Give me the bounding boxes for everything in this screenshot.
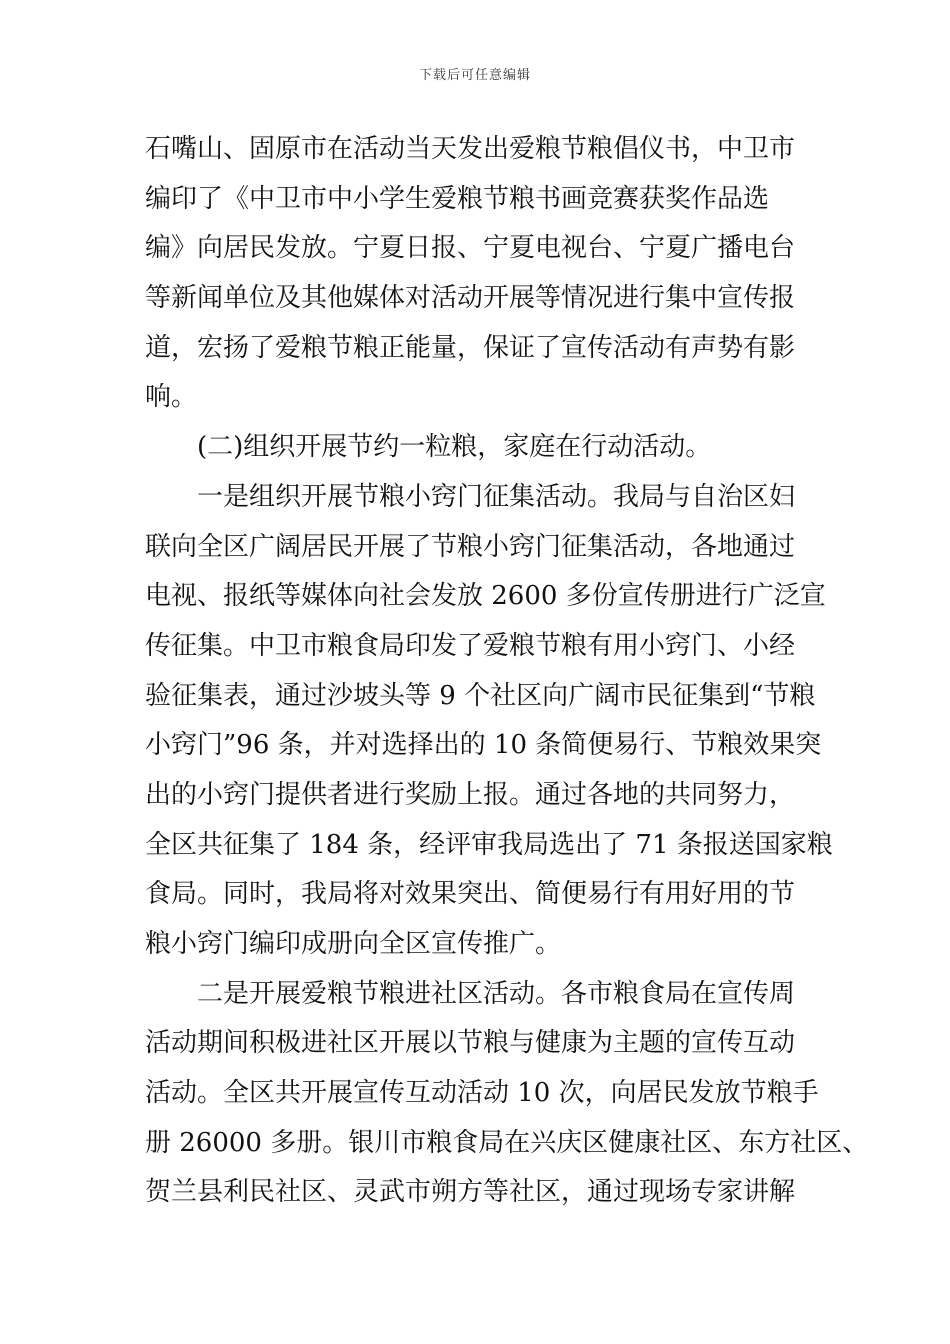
text-line: 册 26000 多册。银川市粮食局在兴庆区健康社区、东方社区、: [145, 1127, 869, 1158]
text-line: 食局。同时，我局将对效果突出、简便易行有用好用的节: [145, 879, 796, 910]
section-heading: (二)组织开展节约一粒粮，家庭在行动活动。: [197, 432, 712, 463]
paragraph-start: 二是开展爱粮节粮进社区活动。各市粮食局在宣传周: [197, 978, 796, 1009]
paragraph-start: 一是组织开展节粮小窍门征集活动。我局与自治区妇: [197, 481, 796, 512]
text-line: 粮小窍门编印成册向全区宣传推广。: [145, 929, 562, 959]
text-line: 等新闻单位及其他媒体对活动开展等情况进行集中宣传报: [145, 283, 796, 314]
text-line: 联向全区广阔居民开展了节粮小窍门征集活动，各地通过: [145, 531, 796, 562]
document-body: [145, 125, 869, 1218]
text-line: 出的小窍门提供者进行奖励上报。通过各地的共同努力，: [145, 779, 796, 810]
text-line: 传征集。中卫市粮食局印发了爱粮节粮有用小窍门、小经: [145, 630, 796, 661]
text-line: 全区共征集了 184 条，经评审我局选出了 71 条报送国家粮: [145, 829, 833, 860]
text-line: 编印了《中卫市中小学生爱粮节粮书画竞赛获奖作品选: [145, 183, 770, 214]
text-line: 验征集表，通过沙坡头等 9 个社区向广阔市民征集到“节粮: [145, 680, 816, 711]
text-line: 道，宏扬了爱粮节粮正能量，保证了宣传活动有声势有影: [145, 332, 796, 363]
text-line: 活动期间积极进社区开展以节粮与健康为主题的宣传互动: [145, 1028, 796, 1059]
text-line: 活动。全区共开展宣传互动活动 10 次，向居民发放节粮手: [145, 1078, 819, 1109]
text-line: 贺兰县利民社区、灵武市朔方等社区，通过现场专家讲解: [145, 1177, 796, 1208]
text-line: 电视、报纸等媒体向社会发放 2600 多份宣传册进行广泛宣: [145, 581, 826, 612]
text-line: 响。: [145, 382, 198, 413]
text-line: 小窍门”96 条，并对选择出的 10 条简便易行、节粮效果突: [145, 730, 822, 761]
page-header: 下载后可任意编辑: [418, 68, 531, 83]
text-line: 编》向居民发放。宁夏日报、宁夏电视台、宁夏广播电台: [145, 233, 796, 264]
text-line: 石嘴山、固原市在活动当天发出爱粮节粮倡仪书，中卫市: [145, 134, 796, 164]
